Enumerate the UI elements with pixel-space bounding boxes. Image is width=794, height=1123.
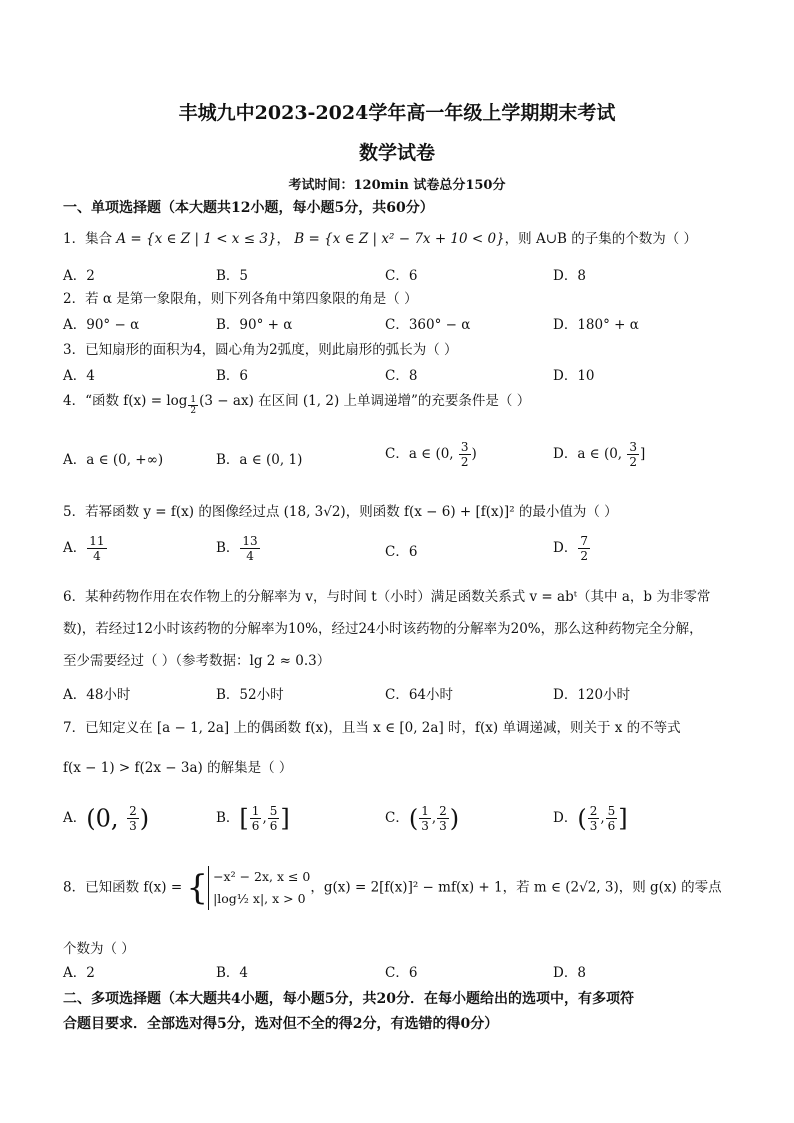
q7-c-fraction-2: $\frac{2}{3}$	[439, 804, 447, 833]
q8-brace: {	[186, 868, 209, 908]
question-8	[63, 866, 743, 910]
question-1: 1．集合 A = {x ∈ Z | 1 < x ≤ 3}， B = {x ∈ Z | x² − 7x + 10 < 0}，则 A∪B 的子集的个数为（ ）	[63, 231, 698, 247]
question-4	[63, 391, 743, 416]
q8-prefix: 8．已知函数 f(x) =	[63, 879, 187, 896]
section-2-heading-line-1: 二、多项选择题（本大题共4小题，每小题5分，共20分．在每小题给出的选项中，有多项符	[63, 991, 634, 1007]
q4-text-post: (3 − ax) 在区间 (1, 2) 上单调递增”的充要条件是（ ）	[199, 393, 531, 409]
q2-option-b: B．90° + α	[216, 317, 293, 333]
q6-option-c: C．64小时	[385, 687, 454, 703]
q6-option-b: B．52小时	[216, 687, 284, 703]
exam-subtitle: 数学试卷	[358, 142, 435, 164]
exam-meta: 考试时间：120min 试卷总分150分	[288, 178, 506, 193]
q5-option-b: B． $\frac{13}{4}$	[216, 534, 258, 563]
q5-a-fraction: $\frac{11}{4}$	[89, 534, 105, 563]
q4-c-fraction: $\frac{3}{2}$	[460, 440, 469, 469]
q7-b-fraction-2: $\frac{5}{6}$	[269, 804, 278, 833]
q7-b-fraction-1: $\frac{1}{6}$	[251, 804, 260, 833]
q1-option-c: C．6	[385, 268, 418, 284]
question-8-line-2: 个数为（ ）	[63, 941, 135, 957]
q3-option-c: C．8	[385, 368, 418, 384]
q3-option-a: A．4	[63, 368, 95, 384]
question-2: 2．若 α 是第一象限角，则下列各角中第四象限的角是（ ）	[63, 291, 418, 307]
question-5: 5．若幂函数 y = f(x) 的图像经过点 (18, 3√2)，则函数 f(x − 6) + [f(x)]² 的最小值为（ ）	[63, 504, 618, 520]
q4-option-d: D．a ∈ (0, $\frac{3}{2}$ ]	[553, 440, 646, 469]
q7-a-fraction: $\frac{2}{3}$	[129, 804, 137, 833]
q7-option-d: D．( $\frac{2}{3}$ , $\frac{5}{6}$ ]	[553, 804, 628, 833]
q7-d-fraction-2: $\frac{5}{6}$	[607, 804, 616, 833]
q1-set-a: A = {x ∈ Z | 1 < x ≤ 3}	[116, 231, 277, 247]
q2-option-a: A．90° − α	[63, 317, 140, 333]
q5-d-fraction: $\frac{7}{2}$	[580, 534, 588, 563]
q1-option-b: B．5	[216, 268, 249, 284]
exam-title: 丰城九中2023-2024学年高一年级上学期期末考试	[178, 102, 616, 124]
q8-option-d: D．8	[553, 965, 586, 981]
q4-text-pre: 4．“函数 f(x) = log	[63, 393, 188, 409]
q7-option-c: C．( $\frac{1}{3}$ , $\frac{2}{3}$ )	[385, 804, 460, 833]
q2-option-d: D．180° + α	[553, 317, 639, 333]
q7-c-fraction-1: $\frac{1}{3}$	[421, 804, 429, 833]
section-1-heading: 一、单项选择题（本大题共12小题，每小题5分，共60分）	[63, 200, 434, 216]
q4-d-fraction: $\frac{3}{2}$	[629, 440, 638, 469]
q5-option-c: C．6	[385, 544, 418, 560]
q1-option-a: A．2	[63, 268, 95, 284]
question-6-line-1: 6．某种药物作用在农作物上的分解率为 v，与时间 t（小时）满足函数关系式 v = abᵗ（其中 a，b 为非零常	[63, 589, 711, 605]
question-6-line-2: 数)，若经过12小时该药物的分解率为10%，经过24小时该药物的分解率为20%，那么这种药物完全分解，	[63, 621, 703, 637]
q3-option-d: D．10	[553, 368, 595, 384]
q8-option-b: B．4	[216, 965, 249, 981]
q8-option-a: A．2	[63, 965, 95, 981]
q1-suffix: ，则 A∪B 的子集的个数为（ ）	[504, 231, 698, 247]
q8-mid: ，g(x) = 2[f(x)]² − mf(x) + 1，若 m ∈ (2√2, 3)，则 g(x) 的零点	[310, 879, 722, 896]
q8-piecewise: −x² − 2x, x ≤ 0 |log½ x|, x > 0	[208, 866, 310, 910]
question-7-line-1: 7．已知定义在 [a − 1, 2a] 上的偶函数 f(x)，且当 x ∈ [0, 2a] 时，f(x) 单调递减，则关于 x 的不等式	[63, 720, 681, 736]
q6-option-d: D．120小时	[553, 687, 631, 703]
q5-option-a: A． $\frac{11}{4}$	[63, 534, 105, 563]
q7-option-a: A．(0, $\frac{2}{3}$ )	[63, 804, 150, 833]
q1-option-d: D．8	[553, 268, 586, 284]
q4-log-base: $\frac{1}{2}$	[190, 395, 197, 416]
q5-b-fraction: $\frac{13}{4}$	[242, 534, 258, 563]
q6-option-a: A．48小时	[63, 687, 131, 703]
section-2-heading-line-2: 合题目要求．全部选对得5分，选对但不全的得2分，有选错的得0分）	[63, 1016, 499, 1032]
question-7-line-2: f(x − 1) > f(2x − 3a) 的解集是（ ）	[63, 760, 293, 776]
q4-option-c: C．a ∈ (0, $\frac{3}{2}$ )	[385, 440, 477, 469]
q2-option-c: C．360° − α	[385, 317, 471, 333]
q8-option-c: C．6	[385, 965, 418, 981]
q1-prefix: 1．集合	[63, 231, 113, 247]
q7-d-fraction-1: $\frac{2}{3}$	[589, 804, 598, 833]
q3-option-b: B．6	[216, 368, 249, 384]
question-6-line-3: 至少需要经过（ ）（参考数据：lg 2 ≈ 0.3）	[63, 653, 331, 669]
q4-option-b: B．a ∈ (0, 1)	[216, 452, 303, 468]
question-3: 3．已知扇形的面积为4，圆心角为2弧度，则此扇形的弧长为（ ）	[63, 342, 458, 358]
q1-set-b: B = {x ∈ Z | x² − 7x + 10 < 0}	[294, 231, 505, 247]
q4-option-a: A．a ∈ (0, +∞)	[63, 452, 164, 468]
q5-option-d: D． $\frac{7}{2}$	[553, 534, 588, 563]
q7-option-b: B．[ $\frac{1}{6}$ , $\frac{5}{6}$ ]	[216, 804, 290, 833]
